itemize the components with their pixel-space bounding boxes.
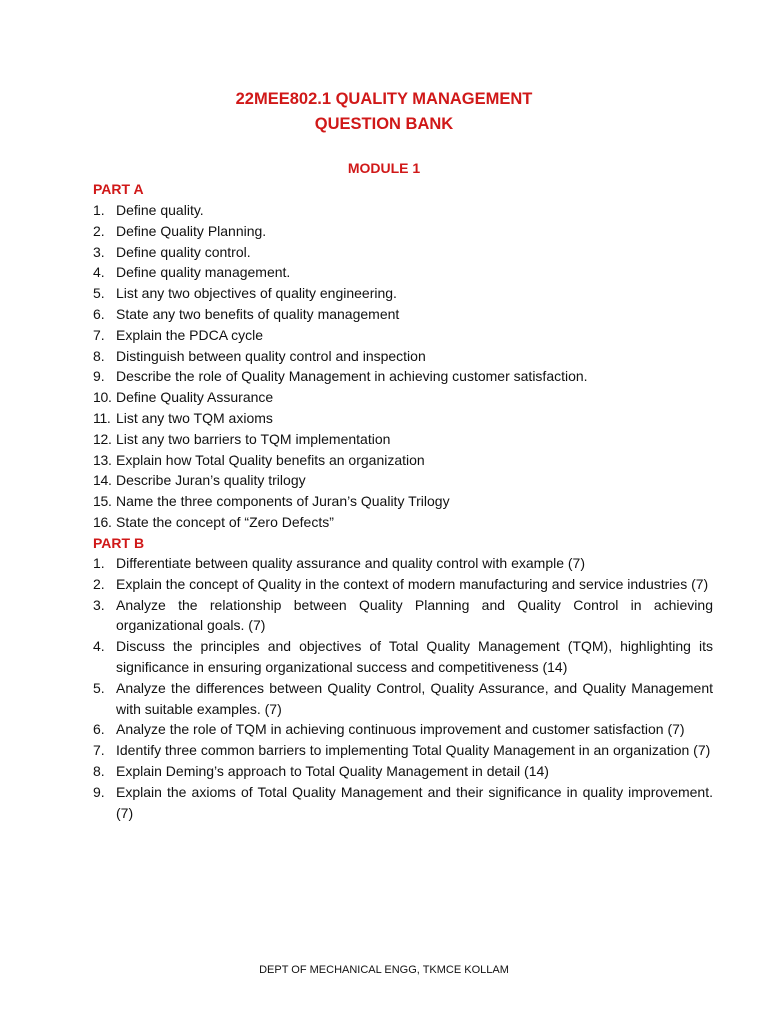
question-number: 14. xyxy=(93,472,112,489)
question-number: 2. xyxy=(93,222,105,239)
question-item xyxy=(93,491,713,512)
question-number: 6. xyxy=(93,305,105,322)
question-item xyxy=(93,678,713,720)
question-item xyxy=(93,470,713,491)
part-a-heading: PART A xyxy=(93,181,144,197)
question-number: 1. xyxy=(93,555,105,571)
question-number: 4. xyxy=(93,638,105,655)
question-item xyxy=(93,325,713,346)
question-number: 9. xyxy=(93,783,105,800)
document-title: 22MEE802.1 QUALITY MANAGEMENT xyxy=(235,90,533,108)
question-item xyxy=(93,387,713,408)
question-text: Define quality control. xyxy=(116,243,251,260)
question-text: Define quality. xyxy=(116,202,204,218)
question-number: 3. xyxy=(93,596,105,613)
question-number: 8. xyxy=(93,762,105,779)
question-item xyxy=(93,553,713,574)
part-b-heading: PART B xyxy=(93,535,145,551)
question-number: 2. xyxy=(93,575,105,592)
question-number: 3. xyxy=(93,243,105,260)
question-number: 13. xyxy=(93,451,112,468)
question-number: 4. xyxy=(93,264,105,281)
question-text: Analyze the role of TQM in achieving continuous improvement and customer satisfaction (7) xyxy=(116,721,685,738)
question-text: Describe the role of Quality Management in achieving customer satisfaction. xyxy=(116,368,588,385)
question-item xyxy=(93,719,713,740)
question-number: 11. xyxy=(93,409,111,426)
question-item xyxy=(93,574,713,595)
question-item xyxy=(93,450,713,471)
question-text: State any two benefits of quality management xyxy=(116,305,400,322)
question-text: Describe Juran’s quality trilogy xyxy=(116,472,306,489)
question-number: 15. xyxy=(93,493,112,510)
question-item xyxy=(93,761,713,782)
question-item xyxy=(93,366,713,387)
page-footer: DEPT OF MECHANICAL ENGG, TKMCE KOLLAM xyxy=(259,964,509,976)
question-text: Define Quality Assurance xyxy=(116,389,274,406)
question-item xyxy=(93,242,713,263)
part-a-question-list xyxy=(93,200,713,533)
part-b-question-list xyxy=(93,553,713,823)
question-text: Define Quality Planning. xyxy=(116,222,267,239)
question-text: Differentiate between quality assurance and quality control with example (7) xyxy=(116,555,585,571)
question-item xyxy=(93,200,713,221)
question-text: Explain how Total Quality benefits an organization xyxy=(116,451,425,468)
document-subtitle: QUESTION BANK xyxy=(314,115,454,133)
question-text: Analyze the differences between Quality Control, Quality Assurance, and Quality Management with suitable examples. (7) xyxy=(116,679,713,717)
question-item xyxy=(93,283,713,304)
question-number: 10. xyxy=(93,389,112,406)
question-text: State the concept of “Zero Defects” xyxy=(116,513,334,530)
question-text: Explain Deming’s approach to Total Quality Management in detail (14) xyxy=(116,762,549,779)
question-number: 12. xyxy=(93,430,112,447)
question-item xyxy=(93,782,713,824)
question-item xyxy=(93,262,713,283)
question-item xyxy=(93,221,713,242)
question-text: List any two TQM axioms xyxy=(116,409,273,426)
question-number: 7. xyxy=(93,742,105,759)
question-item xyxy=(93,512,713,533)
question-text: Analyze the relationship between Quality Planning and Quality Control in achieving organizational goals. (7) xyxy=(116,596,713,634)
question-number: 8. xyxy=(93,347,105,364)
question-text: Define quality management. xyxy=(116,264,291,281)
question-text: Name the three components of Juran’s Quality Trilogy xyxy=(116,493,450,510)
question-number: 1. xyxy=(93,202,105,218)
question-item xyxy=(93,346,713,367)
question-text: List any two objectives of quality engineering. xyxy=(116,285,397,302)
question-item xyxy=(93,304,713,325)
question-number: 16. xyxy=(93,513,112,530)
question-number: 5. xyxy=(93,679,105,696)
question-item xyxy=(93,429,713,450)
question-text: Explain the PDCA cycle xyxy=(116,326,264,343)
question-item xyxy=(93,408,713,429)
module-heading: MODULE 1 xyxy=(347,160,421,176)
question-item xyxy=(93,595,713,637)
question-text: Explain the concept of Quality in the context of modern manufacturing and service industries (7) xyxy=(116,575,709,592)
question-number: 5. xyxy=(93,285,105,302)
question-number: 6. xyxy=(93,721,105,738)
question-item xyxy=(93,740,713,761)
question-text: Explain the axioms of Total Quality Management and their significance in quality improvement. (7) xyxy=(116,783,713,821)
question-number: 9. xyxy=(93,368,105,385)
question-text: Discuss the principles and objectives of Total Quality Management (TQM), highlighting its significance in ensuring organizational success and competitiveness (14) xyxy=(116,638,713,675)
question-number: 7. xyxy=(93,326,105,343)
question-text: List any two barriers to TQM implementation xyxy=(116,430,391,447)
question-text: Identify three common barriers to implementing Total Quality Management in an organization (7) xyxy=(116,742,711,759)
question-item xyxy=(93,636,713,678)
question-text: Distinguish between quality control and inspection xyxy=(116,347,426,364)
